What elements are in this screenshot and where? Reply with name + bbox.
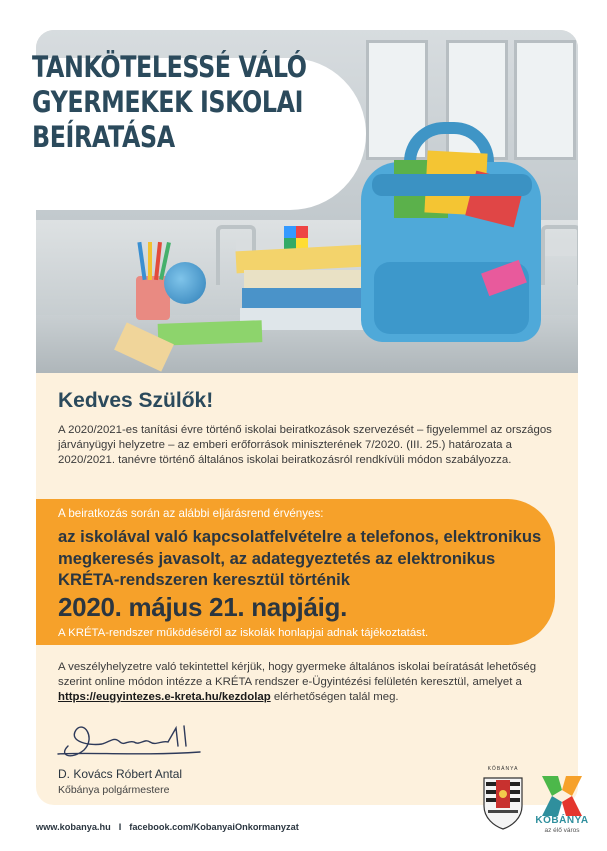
book (244, 270, 362, 288)
facebook-link[interactable]: facebook.com/KobanyaiOnkormanyzat (129, 822, 299, 832)
highlight-note: A KRÉTA-rendszer működéséről az iskolák honlapjai adnak tájékoztatást. (58, 627, 429, 639)
rubiks-cube (284, 226, 308, 250)
website-link[interactable]: www.kobanya.hu (36, 822, 111, 832)
highlight-main-text: az iskolával való kapcsolatfelvételre a telefonos, elektronikus megkeresés javasolt, az adategyeztetés az elektronikus KRÉTA-rendszeren keresztül történik (58, 527, 542, 589)
kreta-link[interactable]: https://eugyintezes.e-kreta.hu/kezdolap (58, 691, 271, 704)
photo-window (514, 40, 576, 160)
signer-title: Kőbánya polgármestere (58, 784, 170, 796)
notebook (158, 320, 263, 346)
pencil (148, 242, 152, 280)
logo-name: KŐBÁNYA (535, 815, 589, 826)
title-line: BEÍRATÁSA (32, 120, 175, 154)
page-title (32, 50, 352, 155)
photo-chair (541, 225, 578, 285)
greeting: Kedves Szülők! (58, 389, 214, 412)
signature (50, 716, 210, 766)
signer-name: D. Kovács Róbert Antal (58, 767, 183, 781)
highlight-lead: A beiratkozás során az alábbi eljárásrend érvényes: (58, 507, 324, 520)
book (242, 288, 364, 308)
logo-tagline: az élő város (544, 827, 580, 834)
kobanya-logo-icon (538, 772, 586, 820)
kobanya-crest-icon (482, 772, 524, 830)
deadline-date: 2020. május 21. napjáig. (58, 592, 348, 622)
globe (164, 262, 206, 304)
pencil (137, 242, 146, 280)
closing-paragraph (58, 660, 563, 706)
intro-paragraph: A 2020/2021-es tanítási évre történő iskolai beiratkozások szervezését – figyelemmel az országos járványügyi helyzetre – az emberi erőforrások miniszterének 7/2020. (III. 25.) határozata a 2020/2021. tanévre történő általános iskolai beiratkozásról rendkívüli módon szabályozza. (58, 424, 552, 467)
footer-separator: I (118, 822, 122, 832)
closing-text: A veszélyhelyzetre való tekintettel kérjük, hogy gyermeke általános iskolai beíratását lehetőség szerint online módon intézze a KRÉTA rendszer e-Ügyintézési felületén keresztül, amelyet a (58, 661, 537, 689)
backpack-flap (372, 174, 532, 196)
crest-label: KŐBÁNYA (487, 766, 519, 772)
closing-text: elérhetőségen talál meg. (270, 691, 399, 704)
title-line: GYERMEKEK ISKOLAI (32, 85, 304, 119)
title-line: TANKÖTELESSÉ VÁLÓ (32, 50, 307, 84)
footer (36, 822, 299, 832)
